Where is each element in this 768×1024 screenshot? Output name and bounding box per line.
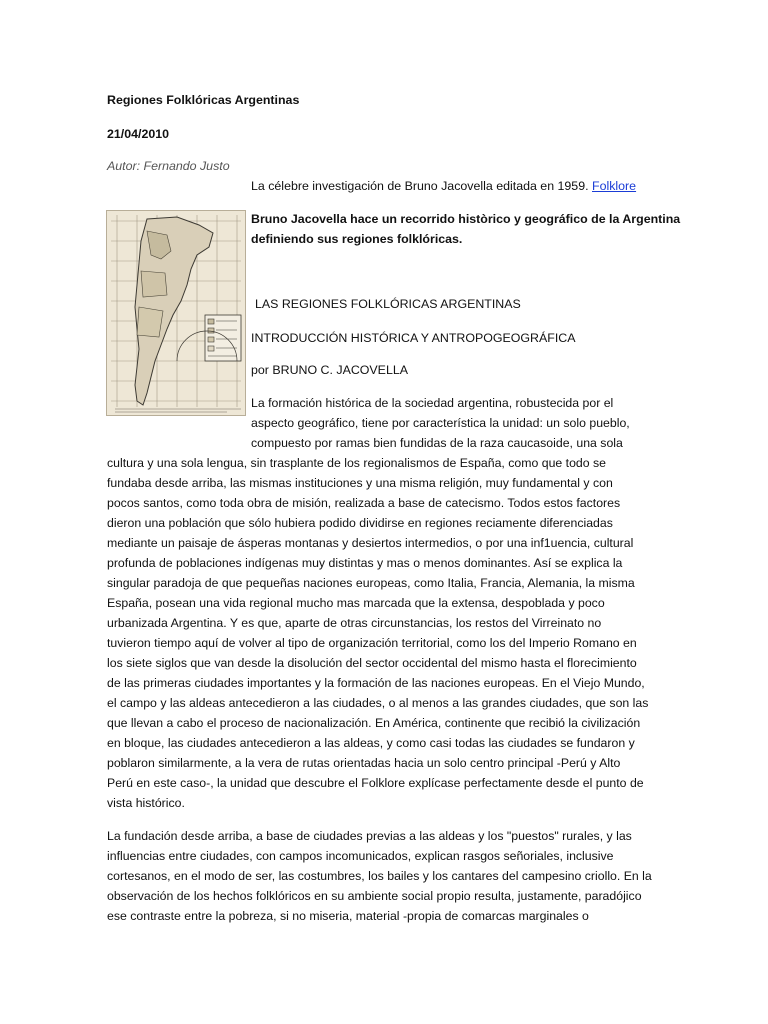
- paragraph-line: La fundación desde arriba, a base de ciudades previas a las aldeas y los "puestos" rurales, y las: [107, 829, 632, 843]
- argentina-map-icon: [107, 211, 245, 415]
- author-line: Autor: Fernando Justo: [107, 159, 230, 173]
- paragraph-line: en bloque, las ciudades antecedieron a las aldeas, y como casi todas las ciudades se fundaron y: [107, 736, 635, 750]
- paragraph-line: que llevan a cabo el proceso de nacionalización. En América, continente que recibió la civilización: [107, 716, 641, 730]
- argentina-map-image: [106, 210, 246, 416]
- paragraph-2: [107, 826, 667, 926]
- paragraph-line: influencias entre ciudades, con campos incomunicados, explican rasgos señoriales, inclusive: [107, 849, 614, 863]
- paragraph-line: cultura y una sola lengua, sin trasplante de los regionalismos de España, como que todo se: [107, 456, 607, 470]
- paragraph-line: ese contraste entre la pobreza, si no miseria, material -propia de comarcas marginales o: [107, 909, 589, 923]
- paragraph-line: Perú en este caso-, la unidad que descubre el Folklore explícase perfectamente desde el punto de: [107, 776, 644, 790]
- article-byline: por BRUNO C. JACOVELLA: [251, 363, 408, 377]
- summary-line-2: definiendo sus regiones folklóricas.: [251, 232, 463, 246]
- intro-line: [251, 176, 636, 196]
- intro-sentence: La célebre investigación de Bruno Jacovella editada en 1959.: [251, 179, 589, 193]
- paragraph-line: los siete siglos que van desde la disolución del sector occidental del mismo hasta el florecimiento: [107, 656, 637, 670]
- paragraph-line: dieron una población que sólo hubiera podido dividirse en regiones reciamente diferenciadas: [107, 516, 613, 530]
- paragraph-line: singular paradoja de que pequeñas naciones europeas, como Italia, Francia, Alemania, la misma: [107, 576, 635, 590]
- paragraph-line: fundaba desde arriba, las mismas instituciones y una misma religión, muy fundamental y con: [107, 476, 613, 490]
- paragraph-line: urbanizada Argentina. Y es que, aparte de otras circunstancias, los restos del Virreinato no: [107, 616, 602, 630]
- article-subheading: INTRODUCCIÓN HISTÓRICA Y ANTROPOGEOGRÁFICA: [251, 331, 576, 345]
- article-heading: LAS REGIONES FOLKLÓRICAS ARGENTINAS: [255, 297, 521, 311]
- paragraph-line: aspecto geográfico, tiene por característica la unidad: un solo pueblo,: [251, 416, 630, 430]
- paragraph-line: pocos santos, como toda obra de misión, realizada a base de catecismo. Todos estos factores: [107, 496, 621, 510]
- summary-line-1: Bruno Jacovella hace un recorrido històrico y geográfico de la Argentina: [251, 212, 681, 226]
- paragraph-line: observación de los hechos folklóricos en su ambiente social propio resulta, justamente, paradójico: [107, 889, 642, 903]
- paragraph-line: tuvieron tiempo aquí de volver al tipo de organización territorial, como los del Imperio Romano en: [107, 636, 637, 650]
- paragraph-1: [107, 393, 667, 813]
- document-date: 21/04/2010: [107, 127, 170, 141]
- paragraph-line: poblaron similarmente, a la vera de rutas orientadas hacia un solo centro principal -Perú y Alto: [107, 756, 621, 770]
- document-title: Regiones Folklóricas Argentinas: [107, 93, 300, 107]
- paragraph-line: vista histórico.: [107, 796, 185, 810]
- paragraph-line: La formación histórica de la sociedad argentina, robustecida por el: [251, 396, 614, 410]
- paragraph-line: España, posean una vida regional mucho mas marcada que la extensa, despoblada y poco: [107, 596, 605, 610]
- paragraph-line: mediante un paisaje de ásperas montanas y desiertos intermedios, o por una inf1uencia, cultural: [107, 536, 634, 550]
- paragraph-line: compuesto por ramas bien fundidas de la raza caucasoide, una sola: [251, 436, 623, 450]
- paragraph-line: de las primeras ciudades importantes y la formación de las naciones europeas. En el Viejo Mundo,: [107, 676, 645, 690]
- paragraph-line: profunda de poblaciones indígenas muy distintas y mas o menos dominantes. Así se explica la: [107, 556, 623, 570]
- paragraph-line: el campo y las aldeas antecedieron a las ciudades, o al menos a las grandes ciudades, que son las: [107, 696, 649, 710]
- folklore-link[interactable]: Folklore: [592, 179, 637, 193]
- paragraph-line: cortesanos, en el modo de ser, las costumbres, los bailes y los cantares del campesino criollo. En la: [107, 869, 652, 883]
